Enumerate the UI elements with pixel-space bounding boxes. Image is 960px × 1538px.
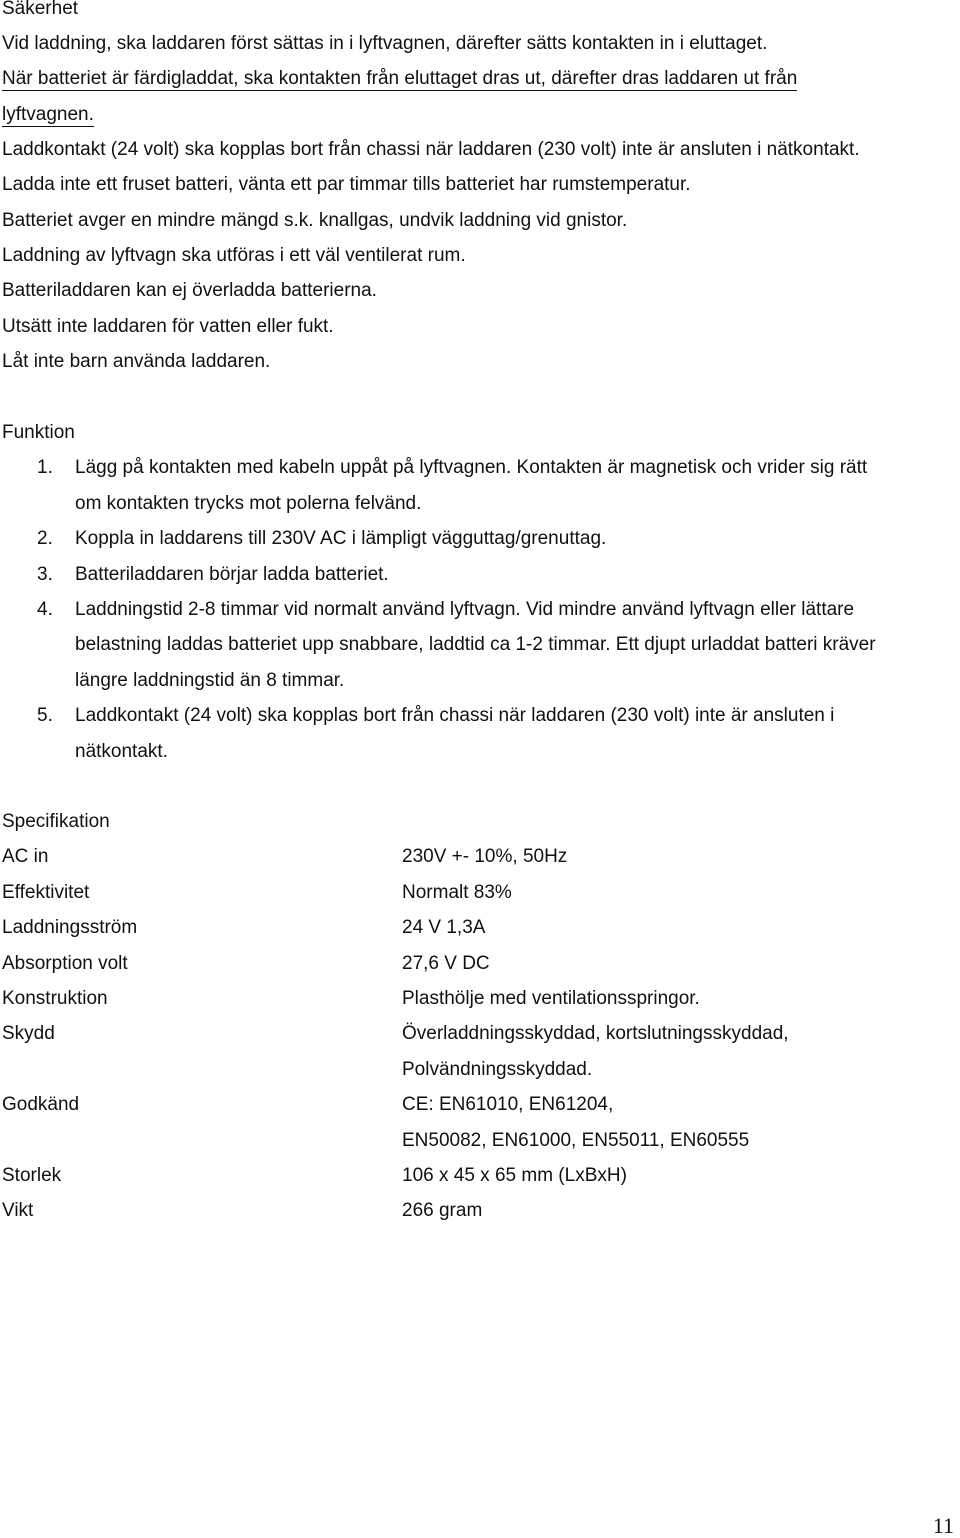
list-item-line: Laddkontakt (24 volt) ska kopplas bort från chassi när laddaren (230 volt) inte är ansluten i xyxy=(75,705,835,726)
list-item-number: 1. xyxy=(37,457,53,478)
spec-value: Polvändningsskyddad. xyxy=(402,1059,593,1080)
list-item-line: belastning laddas batteriet upp snabbare, laddtid ca 1-2 timmar. Ett djupt urladdat batteri kräver xyxy=(75,634,876,655)
page-number: 11 xyxy=(932,1513,954,1538)
safety-line xyxy=(2,104,94,126)
list-item-number: 3. xyxy=(37,564,53,585)
safety-line: Låt inte barn använda laddaren. xyxy=(2,351,271,372)
spec-label: Storlek xyxy=(2,1165,62,1186)
spec-heading: Specifikation xyxy=(2,811,110,832)
spec-label: Konstruktion xyxy=(2,988,108,1009)
spec-label: Effektivitet xyxy=(2,882,90,903)
spec-value: 106 x 45 x 65 mm (LxBxH) xyxy=(402,1165,627,1186)
spec-label: AC in xyxy=(2,846,49,867)
list-item-number: 4. xyxy=(37,599,53,620)
safety-line: Laddkontakt (24 volt) ska kopplas bort från chassi när laddaren (230 volt) inte är ansluten i nätkontakt. xyxy=(2,139,860,160)
list-item-number: 5. xyxy=(37,705,53,726)
spec-value: 266 gram xyxy=(402,1200,483,1221)
safety-line xyxy=(2,68,797,90)
list-item-line: Koppla in laddarens till 230V AC i lämpligt vägguttag/grenuttag. xyxy=(75,528,607,549)
spec-value: 24 V 1,3A xyxy=(402,917,486,938)
spec-label: Laddningsström xyxy=(2,917,138,938)
safety-line: Laddning av lyftvagn ska utföras i ett väl ventilerat rum. xyxy=(2,245,466,266)
spec-value: Överladdningsskyddad, kortslutningsskyddad, xyxy=(402,1023,789,1044)
safety-line: Batteriladdaren kan ej överladda batterierna. xyxy=(2,280,377,301)
spec-value: 230V +- 10%, 50Hz xyxy=(402,846,568,867)
safety-line: Utsätt inte laddaren för vatten eller fukt. xyxy=(2,316,334,337)
list-item-line: Batteriladdaren börjar ladda batteriet. xyxy=(75,564,389,585)
spec-value: 27,6 V DC xyxy=(402,953,490,974)
list-item-line: Lägg på kontakten med kabeln uppåt på lyftvagnen. Kontakten är magnetisk och vrider sig rätt xyxy=(75,457,868,478)
list-item-line: Laddningstid 2-8 timmar vid normalt använd lyftvagn. Vid mindre använd lyftvagn eller lättare xyxy=(75,599,855,620)
spec-label: Absorption volt xyxy=(2,953,128,974)
spec-value: EN50082, EN61000, EN55011, EN60555 xyxy=(402,1130,750,1151)
function-heading: Funktion xyxy=(2,422,75,443)
spec-value: Plasthölje med ventilationsspringor. xyxy=(402,988,700,1009)
safety-line: Batteriet avger en mindre mängd s.k. knallgas, undvik laddning vid gnistor. xyxy=(2,210,628,231)
safety-line: Vid laddning, ska laddaren först sättas in i lyftvagnen, därefter sätts kontakten in i eluttaget. xyxy=(2,33,768,54)
spec-label: Skydd xyxy=(2,1023,55,1044)
list-item-line: nätkontakt. xyxy=(75,741,168,762)
safety-line: Ladda inte ett fruset batteri, vänta ett par timmar tills batteriet har rumstemperatur. xyxy=(2,174,691,195)
list-item-number: 2. xyxy=(37,528,53,549)
spec-value: Normalt 83% xyxy=(402,882,512,903)
safety-line-text: lyftvagnen. xyxy=(2,104,94,125)
spec-value: CE: EN61010, EN61204, xyxy=(402,1094,614,1115)
list-item-line: om kontakten trycks mot polerna felvänd. xyxy=(75,493,422,514)
safety-heading: Säkerhet xyxy=(2,0,79,19)
spec-label: Vikt xyxy=(2,1200,34,1221)
safety-line-text: När batteriet är färdigladdat, ska kontakten från eluttaget dras ut, därefter dras laddaren ut från xyxy=(2,68,798,89)
spec-label: Godkänd xyxy=(2,1094,80,1115)
list-item-line: längre laddningstid än 8 timmar. xyxy=(75,670,345,691)
